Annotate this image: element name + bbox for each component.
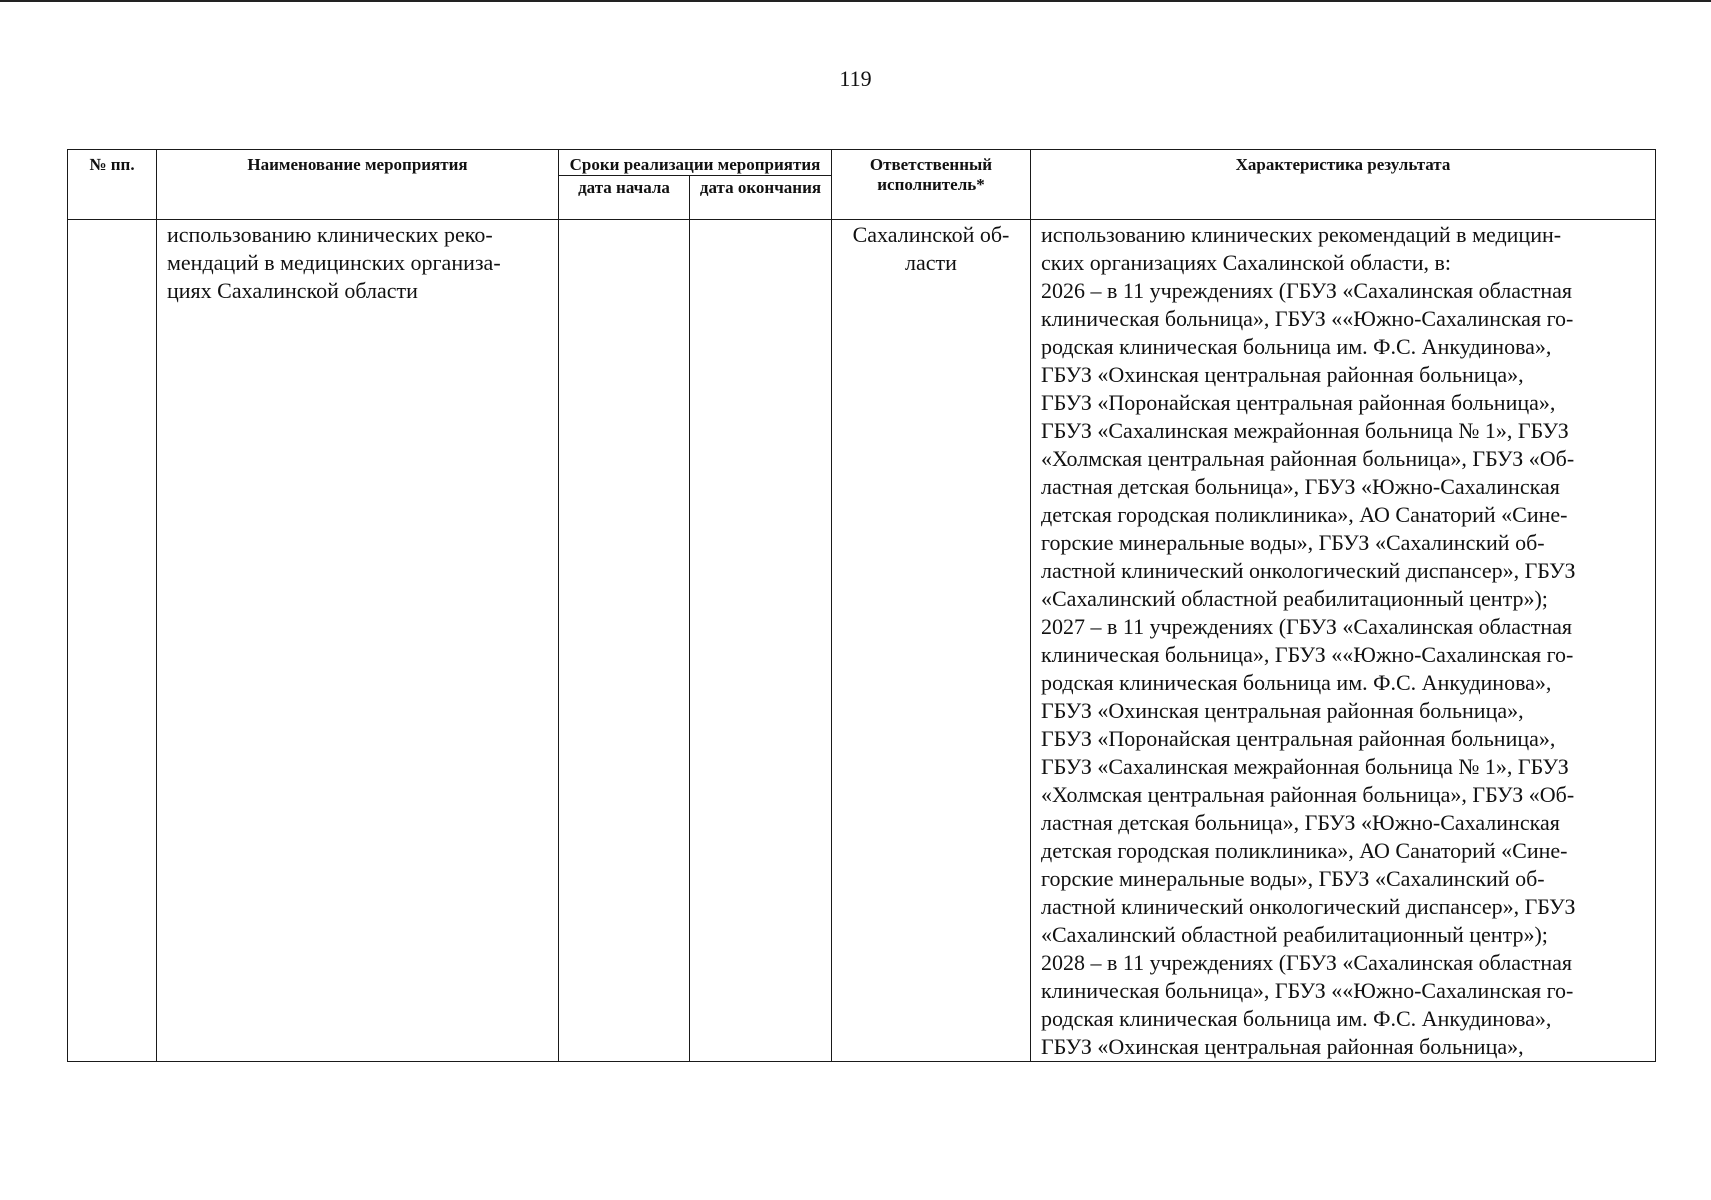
result-line: ГБУЗ «Охинская центральная районная больница»,	[1041, 698, 1524, 723]
responsible-line: ласти	[905, 250, 957, 275]
page-number: 119	[839, 66, 872, 91]
result-line: ГБУЗ «Сахалинская межрайонная больница № 1», ГБУЗ	[1041, 754, 1569, 779]
header-row	[68, 150, 1656, 176]
result-line: «Сахалинский областной реабилитационный центр»);	[1041, 922, 1548, 947]
result-line: «Холмская центральная районная больница», ГБУЗ «Об-	[1041, 782, 1575, 807]
result-line: детская городская поликлиника», АО Санаторий «Сине-	[1041, 502, 1568, 527]
header-result: Характеристика результата	[1031, 150, 1656, 220]
responsible-line: Сахалинской об-	[852, 222, 1010, 247]
header-terms: Сроки реализации мероприятия	[559, 150, 832, 176]
result-line: клиническая больница», ГБУЗ ««Южно-Сахалинская го-	[1041, 978, 1574, 1003]
result-line: 2026 – в 11 учреждениях (ГБУЗ «Сахалинская областная	[1041, 278, 1572, 303]
result-line: ГБУЗ «Сахалинская межрайонная больница № 1», ГБУЗ	[1041, 418, 1569, 443]
result-line: родская клиническая больница им. Ф.С. Анкудинова»,	[1041, 1006, 1552, 1031]
result-line: горские минеральные воды», ГБУЗ «Сахалинский об-	[1041, 530, 1545, 555]
result-line: 2027 – в 11 учреждениях (ГБУЗ «Сахалинская областная	[1041, 614, 1572, 639]
page-top-border	[0, 0, 1711, 2]
cell-name	[157, 220, 559, 1062]
result-line: ГБУЗ «Охинская центральная районная больница»,	[1041, 362, 1524, 387]
result-line: «Холмская центральная районная больница», ГБУЗ «Об-	[1041, 446, 1575, 471]
result-line: ластной клинический онкологический диспансер», ГБУЗ	[1041, 894, 1576, 919]
result-line: клиническая больница», ГБУЗ ««Южно-Сахалинская го-	[1041, 306, 1574, 331]
header-start-date: дата начала	[559, 176, 690, 220]
result-line: ГБУЗ «Охинская центральная районная больница»,	[1041, 1034, 1524, 1059]
name-line: использованию клинических реко-	[167, 222, 493, 247]
result-line: ГБУЗ «Поронайская центральная районная больница»,	[1041, 390, 1556, 415]
result-line: «Сахалинский областной реабилитационный центр»);	[1041, 586, 1548, 611]
result-line: детская городская поликлиника», АО Санаторий «Сине-	[1041, 838, 1568, 863]
result-line: горские минеральные воды», ГБУЗ «Сахалинский об-	[1041, 866, 1545, 891]
result-line: родская клиническая больница им. Ф.С. Анкудинова»,	[1041, 334, 1552, 359]
table-row	[68, 220, 1656, 1062]
result-line: родская клиническая больница им. Ф.С. Анкудинова»,	[1041, 670, 1552, 695]
header-name: Наименование мероприятия	[157, 150, 559, 220]
cell-start-date	[559, 220, 690, 1062]
result-line: 2028 – в 11 учреждениях (ГБУЗ «Сахалинская областная	[1041, 950, 1572, 975]
result-line: ластной клинический онкологический диспансер», ГБУЗ	[1041, 558, 1576, 583]
cell-end-date	[690, 220, 832, 1062]
name-line: мендаций в медицинских организа-	[167, 250, 501, 275]
header-end-date: дата окончания	[690, 176, 832, 220]
result-line: клиническая больница», ГБУЗ ««Южно-Сахалинская го-	[1041, 642, 1574, 667]
result-line: ластная детская больница», ГБУЗ «Южно-Сахалинская	[1041, 810, 1560, 835]
cell-result	[1031, 220, 1656, 1062]
cell-num	[68, 220, 157, 1062]
name-line: циях Сахалинской области	[167, 278, 418, 303]
header-responsible: Ответственный исполнитель*	[832, 150, 1031, 220]
measures-table	[67, 149, 1656, 1062]
cell-responsible	[832, 220, 1031, 1062]
header-num: № пп.	[68, 150, 157, 220]
result-line: ГБУЗ «Поронайская центральная районная больница»,	[1041, 726, 1556, 751]
result-line: ских организациях Сахалинской области, в:	[1041, 250, 1451, 275]
result-line: использованию клинических рекомендаций в медицин-	[1041, 222, 1562, 247]
result-line: ластная детская больница», ГБУЗ «Южно-Сахалинская	[1041, 474, 1560, 499]
